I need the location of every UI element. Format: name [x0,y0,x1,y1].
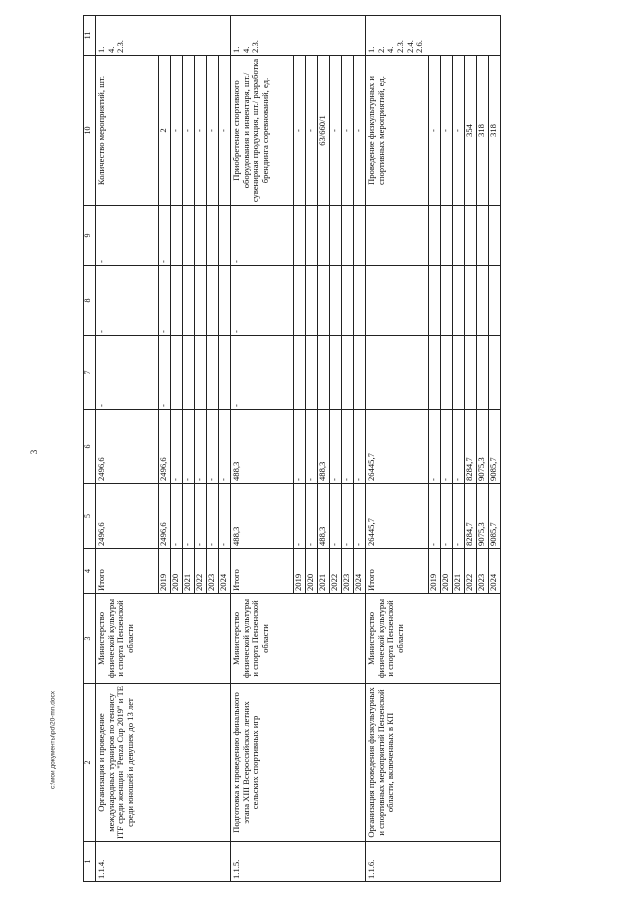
value-c5: 2496,6 [159,484,171,549]
year-cell: 2023 [207,549,219,594]
total-value: 2496,6 [96,410,159,484]
value-c9 [429,206,441,266]
value-c5: - [219,484,231,549]
value-c7 [453,336,465,410]
executor: Министерство физической культуры и спорта Пензенской области [366,594,501,684]
total-value [366,206,429,266]
value-c8 [195,266,207,336]
activity-name: Организация и проведение международных турниров по теннису ITF среди женщин "Penza Cup 2019" и TE среди юношей и девушек до 13 лет [96,684,231,842]
table-row [366,16,429,882]
year-cell: 2019 [429,549,441,594]
row-id: 1.1.4. [96,842,231,882]
value-c6: - [441,410,453,484]
indicator-value: 63/660/1 [318,56,330,206]
value-c7 [441,336,453,410]
value-c6: 8284,7 [465,410,477,484]
value-c9 [195,206,207,266]
table-row [96,16,159,882]
indicator-name: Приобретение спортивного оборудования и инвентаря, шт./ сувенирная продукция, шт./ разработка брендинга соревнований, ед. [231,56,294,206]
column-number-6: 6 [84,410,96,484]
value-c6: - [294,410,306,484]
column-number-3: 3 [84,594,96,684]
value-c6: - [183,410,195,484]
indicator-name: Проведение физкультурных и спортивных мероприятий, ед. [366,56,429,206]
indicator-value: - [219,56,231,206]
executor: Министерство физической культуры и спорта Пензенской области [96,594,231,684]
year-cell: 2019 [294,549,306,594]
value-c7 [465,336,477,410]
value-c5: - [342,484,354,549]
value-c5: 8284,7 [465,484,477,549]
value-c7 [489,336,501,410]
value-c7 [183,336,195,410]
value-c5: - [195,484,207,549]
value-c5: 9085,7 [489,484,501,549]
year-cell: 2021 [318,549,330,594]
total-value: - [231,206,294,266]
indicator-value: - [453,56,465,206]
value-c9 [183,206,195,266]
value-c8 [318,266,330,336]
column-number-8: 8 [84,266,96,336]
column-number-2: 2 [84,684,96,842]
value-c5: - [330,484,342,549]
column-number-9: 9 [84,206,96,266]
value-c6: - [195,410,207,484]
value-c9 [207,206,219,266]
indicator-name: Количество мероприятий, шт. [96,56,159,206]
value-c8 [171,266,183,336]
activity-name: Подготовка к проведению финального этапа XIII Всероссийских летних сельских спортивных игр [231,684,366,842]
value-c5: - [207,484,219,549]
value-c9 [330,206,342,266]
indicator-value: 318 [477,56,489,206]
value-c5: - [294,484,306,549]
row-id: 1.1.6. [366,842,501,882]
value-c9 [354,206,366,266]
value-c7 [195,336,207,410]
value-c7 [429,336,441,410]
indicator-value: - [294,56,306,206]
year-cell: 2020 [171,549,183,594]
table-row [231,16,294,882]
page-number: 3 [29,449,39,455]
year-cell: 2024 [489,549,501,594]
indicator-value: - [441,56,453,206]
year-cell: 2023 [342,549,354,594]
total-value: 26445,7 [366,410,429,484]
value-c8 [183,266,195,336]
value-c9 [171,206,183,266]
value-c7 [306,336,318,410]
year-cell: 2024 [219,549,231,594]
indicator-value: 354 [465,56,477,206]
total-value: - [96,266,159,336]
value-c6: - [354,410,366,484]
value-c8 [441,266,453,336]
value-c5: - [453,484,465,549]
value-c9 [306,206,318,266]
total-value: 26445,7 [366,484,429,549]
value-c8 [453,266,465,336]
value-c7 [477,336,489,410]
value-c8 [207,266,219,336]
total-value: - [231,266,294,336]
year-cell: 2021 [183,549,195,594]
year-cell: 2020 [441,549,453,594]
value-c5: 488,3 [318,484,330,549]
value-c6: - [207,410,219,484]
column-number-11: 11 [84,16,96,56]
task-codes: 1. 2. 4. 2.3. 2.4. 2.6. [366,16,501,56]
total-value: 2496,6 [96,484,159,549]
value-c6: - [330,410,342,484]
value-c8 [219,266,231,336]
value-c7 [219,336,231,410]
header-row [84,16,96,882]
year-cell: 2022 [465,549,477,594]
indicator-value: - [195,56,207,206]
value-c9 [342,206,354,266]
value-c8: - [159,266,171,336]
value-c6: - [219,410,231,484]
column-number-7: 7 [84,336,96,410]
value-c8 [489,266,501,336]
year-cell: 2021 [453,549,465,594]
task-codes: 1. 4. 2.3. [96,16,231,56]
value-c9 [465,206,477,266]
program-activities-table [83,15,501,882]
value-c9: - [159,206,171,266]
value-c9 [489,206,501,266]
value-c8 [306,266,318,336]
year-cell: 2022 [330,549,342,594]
total-value: - [96,206,159,266]
row-id: 1.1.5. [231,842,366,882]
value-c7 [318,336,330,410]
value-c9 [219,206,231,266]
year-cell: 2023 [477,549,489,594]
value-c6: 2496,6 [159,410,171,484]
value-c6: - [171,410,183,484]
value-c8 [354,266,366,336]
total-value: - [96,336,159,410]
value-c7 [207,336,219,410]
value-c6: - [342,410,354,484]
indicator-value: 318 [489,56,501,206]
indicator-value: - [429,56,441,206]
value-c9 [294,206,306,266]
total-label: Итого [96,549,159,594]
activity-name: Организация проведения физкультурных и спортивных мероприятий Пензенской области, включенных в КП [366,684,501,842]
column-number-5: 5 [84,484,96,549]
total-value: 488,3 [231,484,294,549]
value-c6: - [306,410,318,484]
value-c6: 488,3 [318,410,330,484]
value-c6: - [453,410,465,484]
value-c8 [477,266,489,336]
value-c5: - [171,484,183,549]
value-c5: - [429,484,441,549]
total-label: Итого [231,549,294,594]
indicator-value: - [354,56,366,206]
value-c7 [354,336,366,410]
column-number-1: 1 [84,842,96,882]
rotated-table-container [83,16,583,882]
value-c7: - [159,336,171,410]
value-c9 [453,206,465,266]
indicator-value: 2 [159,56,171,206]
indicator-value: - [207,56,219,206]
total-value [366,336,429,410]
value-c9 [477,206,489,266]
footer-file-path: c:\мои документы\рd\20-mn.docx [49,690,57,790]
value-c7 [342,336,354,410]
value-c8 [342,266,354,336]
total-label: Итого [366,549,429,594]
value-c6: 9075,3 [477,410,489,484]
value-c8 [429,266,441,336]
indicator-value: - [330,56,342,206]
value-c7 [330,336,342,410]
value-c5: 9075,3 [477,484,489,549]
indicator-value: - [342,56,354,206]
value-c8 [294,266,306,336]
total-value: 488,3 [231,410,294,484]
column-number-10: 10 [84,56,96,206]
column-number-4: 4 [84,549,96,594]
indicator-value: - [171,56,183,206]
value-c8 [465,266,477,336]
total-value [366,266,429,336]
task-codes: 1. 4. 2.3. [231,16,366,56]
value-c5: - [441,484,453,549]
value-c5: - [306,484,318,549]
value-c8 [330,266,342,336]
value-c6: 9085,7 [489,410,501,484]
year-cell: 2019 [159,549,171,594]
value-c5: - [354,484,366,549]
value-c5: - [183,484,195,549]
total-value: - [231,336,294,410]
executor: Министерство физической культуры и спорта Пензенской области [231,594,366,684]
indicator-value: - [306,56,318,206]
year-cell: 2020 [306,549,318,594]
value-c6: - [429,410,441,484]
year-cell: 2022 [195,549,207,594]
value-c7 [171,336,183,410]
value-c9 [318,206,330,266]
year-cell: 2024 [354,549,366,594]
value-c7 [294,336,306,410]
value-c9 [441,206,453,266]
indicator-value: - [183,56,195,206]
